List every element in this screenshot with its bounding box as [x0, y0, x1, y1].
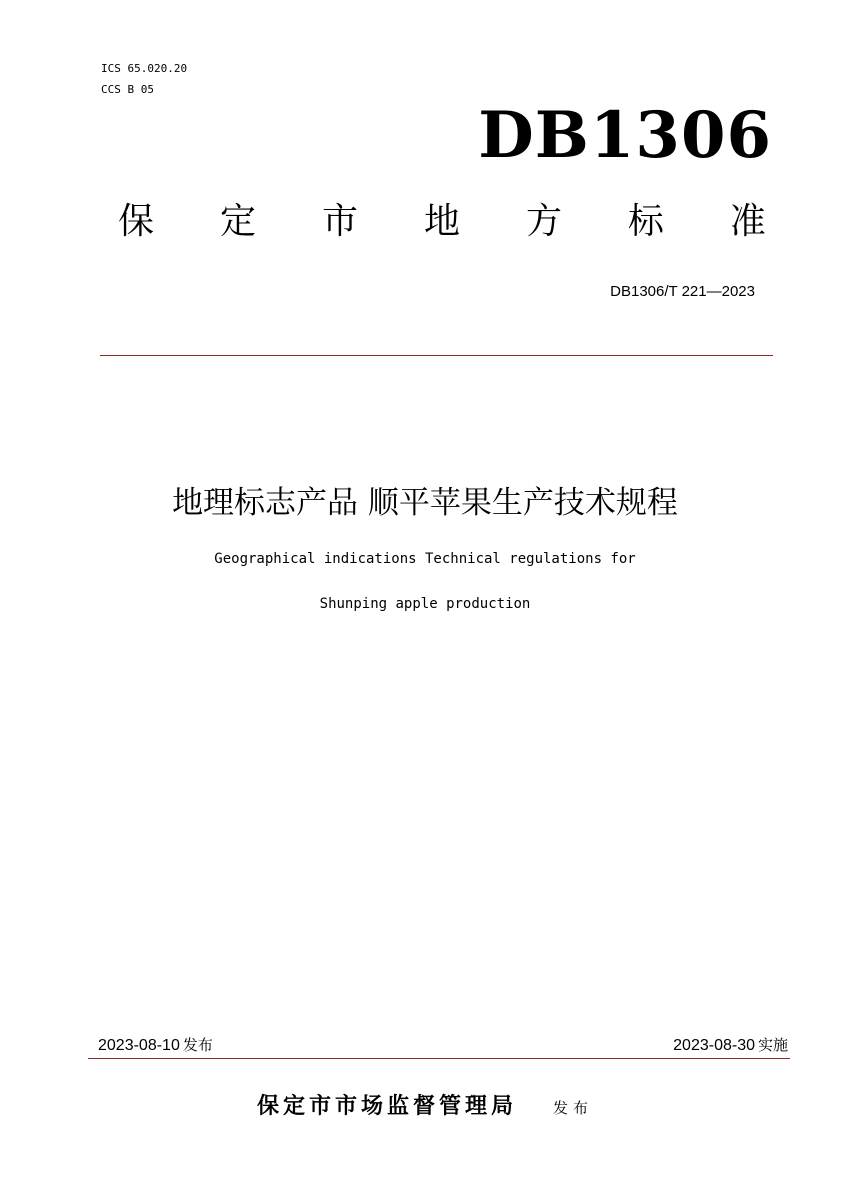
issue-date-value: 2023-08-10	[98, 1037, 180, 1054]
publisher-name: 保定市市场监督管理局	[256, 1094, 517, 1119]
standard-type	[118, 196, 766, 248]
publisher-action: 发布	[553, 1099, 594, 1117]
standard-type-char: 标	[627, 201, 664, 242]
document-title-en-line1: Geographical indications Technical regulations for	[214, 551, 636, 567]
document-title-en-line2: Shunping apple production	[319, 596, 531, 612]
implementation-date-value: 2023-08-30	[673, 1037, 755, 1054]
implementation-date	[673, 1034, 788, 1057]
document-title-cn: 地理标志产品 顺平苹果生产技术规程	[172, 485, 678, 521]
standard-type-char: 准	[729, 201, 766, 242]
ics-code: ICS 65.020.20	[101, 62, 188, 75]
standard-type-char: 地	[423, 201, 460, 242]
standard-type-char: 方	[525, 201, 562, 242]
footer-divider	[88, 1058, 790, 1059]
implementation-date-label: 实施	[757, 1036, 788, 1054]
issue-date-label: 发布	[182, 1036, 213, 1054]
standard-code: DB1306	[478, 98, 772, 173]
standard-type-char: 定	[219, 201, 256, 242]
publisher	[0, 1090, 850, 1125]
issue-date	[98, 1034, 213, 1057]
header-divider	[100, 355, 773, 356]
ccs-code: CCS B 05	[101, 83, 154, 96]
standard-number: DB1306/T 221—2023	[610, 283, 755, 300]
standard-type-char: 保	[118, 201, 155, 242]
standard-type-char: 市	[321, 201, 358, 242]
